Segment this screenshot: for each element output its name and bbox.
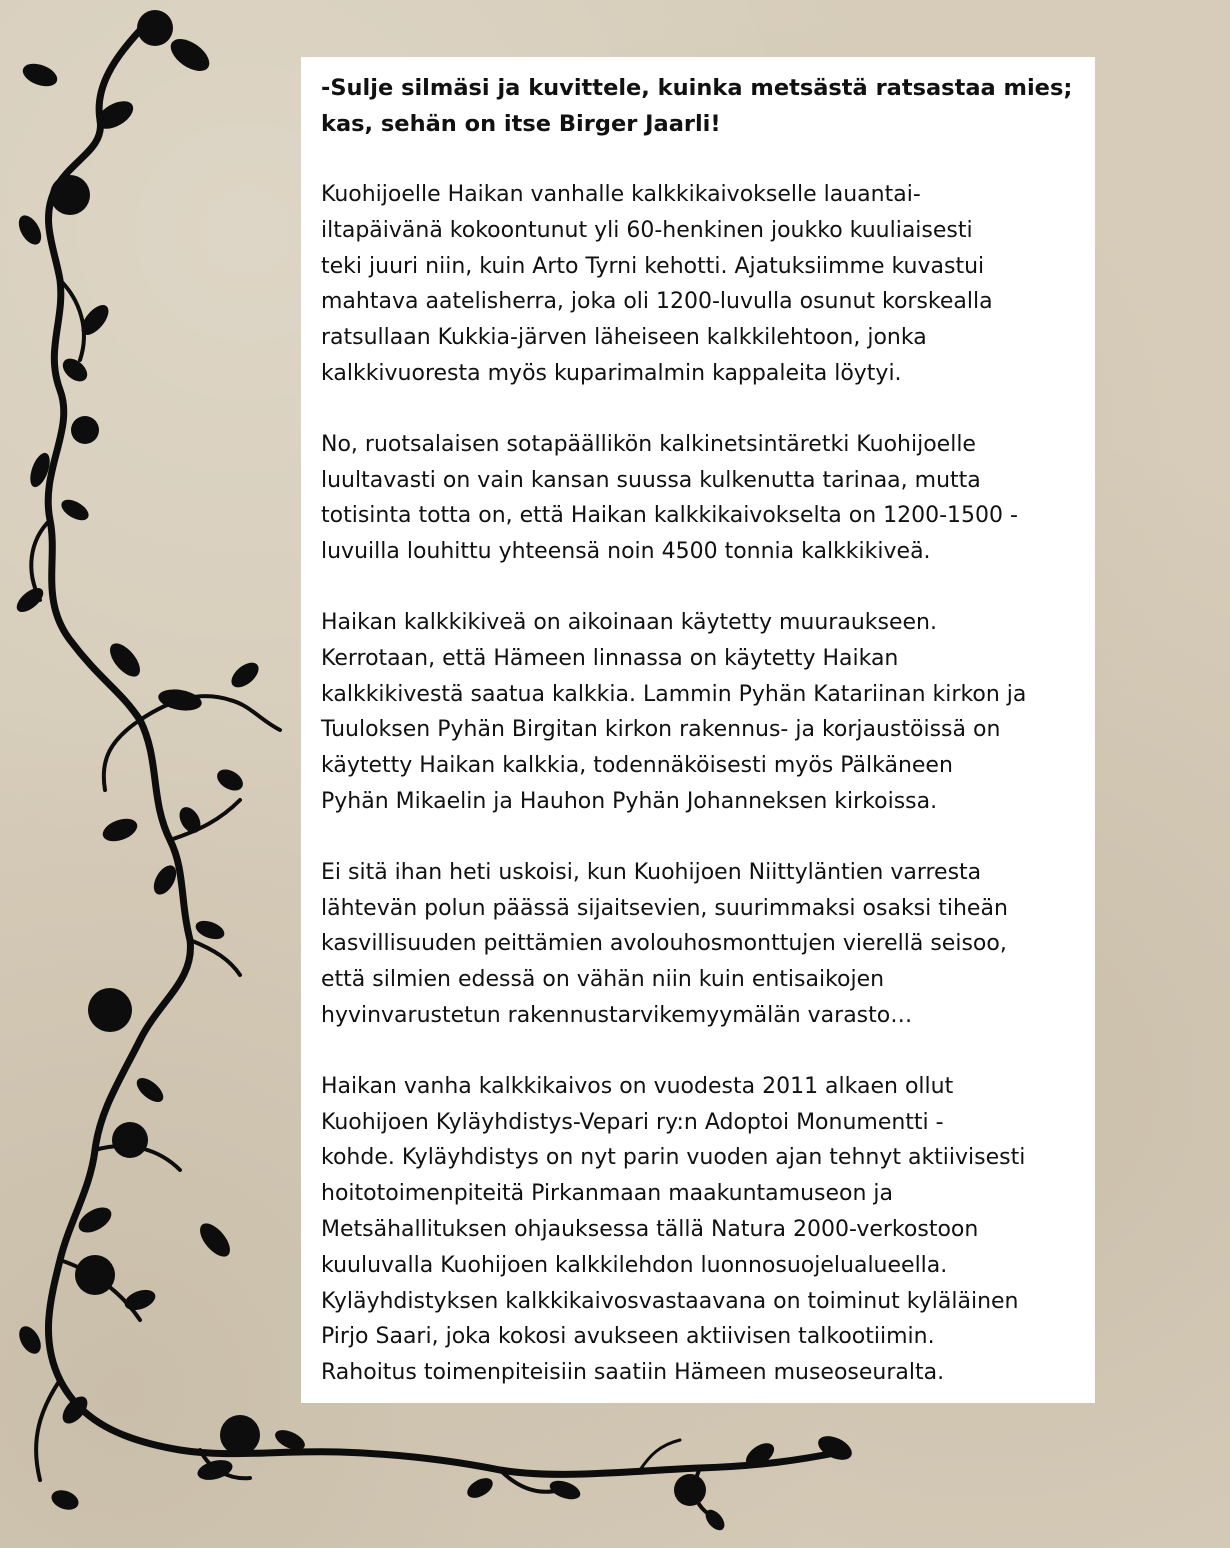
article-headline: -Sulje silmäsi ja kuvittele, kuinka metsästä ratsastaa mies; kas, sehän on itse Birger Jaarli! (321, 75, 1073, 137)
article-paragraph: Ei sitä ihan heti uskoisi, kun Kuohijoen Niittyläntien varresta lähtevän polun päässä sijaitsevien, suurimmaksi osaksi tiheän kasvillisuuden peittämien avolouhosmonttujen vierellä seisoo, että silmien edessä on vähän niin kuin entisaikojen hyvinvarustetun rakennustarvikemyymälän varasto… (321, 859, 1008, 1028)
article-paragraph: No, ruotsalaisen sotapäällikön kalkinetsintäretki Kuohijoelle luultavasti on vain kansan suussa kulkenutta tarinaa, mutta totisinta totta on, että Haikan kalkkikaivokselta on 1200-1500 - luvuilla louhittu yhteensä noin 4500 tonnia kalkkikiveä. (321, 431, 1018, 565)
article-paragraph: Haikan kalkkikiveä on aikoinaan käytetty muuraukseen. Kerrotaan, että Hämeen linnassa on käytetty Haikan kalkkikivestä saatua kalkkia. Lammin Pyhän Katariinan kirkon ja Tuuloksen Pyhän Birgitan kirkon rakennus- ja korjaustöissä on käytetty Haikan kalkkia, todennäköisesti myös Pälkäneen Pyhän Mikaelin ja Hauhon Pyhän Johanneksen kirkoissa. (321, 609, 1027, 814)
article-paragraph: Kuohijoelle Haikan vanhalle kalkkikaivokselle lauantai- iltapäivänä kokoontunut yli 60-henkinen joukko kuuliaisesti teki juuri niin, kuin Arto Tyrni kehotti. Ajatuksiimme kuvastui mahtava aatelisherra, joka oli 1200-luvulla osunut korskealla ratsullaan Kukkia-järven läheiseen kalkkilehtoon, jonka kalkkivuoresta myös kuparimalmin kappaleita löytyi. (321, 182, 993, 386)
article-paragraph: Haikan vanha kalkkikaivos on vuodesta 2011 alkaen ollut Kuohijoen Kyläyhdistys-Vepari ry:n Adoptoi Monumentti - kohde. Kyläyhdistys on nyt parin vuoden ajan tehnyt aktiivisesti hoitotoimenpiteitä Pirkanmaan maakuntamuseon ja Metsähallituksen ohjauksessa tällä Natura 2000-verkostoon kuuluvalla Kuohijoen kalkkilehdon luonnosuojelualueella. Kyläyhdistyksen kalkkikaivosvastaavana on toiminut kyläläinen Pirjo Saari, joka kokosi avukseen aktiivisen talkootiimin. Rahoitus toimenpiteisiin saatiin Hämeen museoseuralta. (321, 1073, 1026, 1386)
article-panel (301, 57, 1095, 1403)
